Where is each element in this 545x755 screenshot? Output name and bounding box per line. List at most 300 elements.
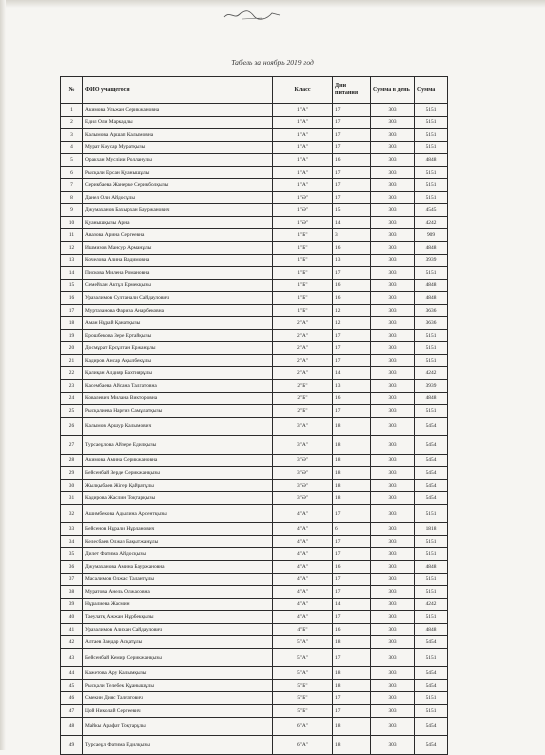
cell-total: 4848: [415, 623, 448, 636]
cell-meal-days: 17: [333, 166, 371, 179]
cell-daily-rate: 303: [371, 598, 415, 611]
cell-class: 4"А": [273, 535, 333, 548]
cell-daily-rate: 303: [371, 254, 415, 267]
cell-daily-rate: 303: [371, 354, 415, 367]
cell-total: 909: [415, 229, 448, 242]
cell-class: 1"Б": [273, 279, 333, 292]
table-row: [61, 636, 448, 649]
cell-num: 24: [61, 392, 83, 405]
cell-daily-rate: 303: [371, 129, 415, 142]
cell-daily-rate: 303: [371, 380, 415, 393]
cell-daily-rate: 303: [371, 454, 415, 467]
cell-daily-rate: 303: [371, 623, 415, 636]
cell-meal-days: 18: [333, 736, 371, 755]
cell-num: 37: [61, 573, 83, 586]
cell-num: 46: [61, 692, 83, 705]
table-row: [61, 611, 448, 624]
cell-num: 33: [61, 523, 83, 536]
cell-daily-rate: 303: [371, 492, 415, 505]
cell-student-name: Джумаханов Бахырхан Бауржанович: [83, 204, 273, 217]
cell-total: 3636: [415, 317, 448, 330]
cell-student-name: Турсаеұл Фатима Едилқызы: [83, 736, 273, 755]
cell-student-name: Уразалимов Султанали Сайдаулович: [83, 292, 273, 305]
cell-student-name: Келесбаев Олжаз Бақытжанұлы: [83, 535, 273, 548]
cell-total: 4848: [415, 279, 448, 292]
cell-student-name: Кадиров Ансар Ақылбекұлы: [83, 354, 273, 367]
cell-daily-rate: 303: [371, 267, 415, 280]
cell-num: 13: [61, 254, 83, 267]
cell-num: 25: [61, 405, 83, 418]
cell-meal-days: 6: [333, 523, 371, 536]
cell-class: 1"Ә": [273, 216, 333, 229]
cell-daily-rate: 303: [371, 191, 415, 204]
cell-meal-days: 12: [333, 317, 371, 330]
cell-student-name: Аман Нұрай Қанатқызы: [83, 317, 273, 330]
cell-total: 3636: [415, 304, 448, 317]
cell-total: 5151: [415, 648, 448, 667]
cell-total: 4848: [415, 561, 448, 574]
cell-student-name: Рысқалиева Нарғиз Самұлатқызы: [83, 405, 273, 418]
cell-class: 1"Ә": [273, 204, 333, 217]
cell-class: 1"Б": [273, 304, 333, 317]
cell-student-name: Нұралиева Жасмин: [83, 598, 273, 611]
cell-student-name: Таеулатқ Ажжан Нұрбекқызы: [83, 611, 273, 624]
cell-student-name: Муртазанова Фариза Анарбековна: [83, 304, 273, 317]
cell-meal-days: 14: [333, 216, 371, 229]
cell-class: 3"Ә": [273, 479, 333, 492]
cell-daily-rate: 303: [371, 417, 415, 436]
table-row: [61, 648, 448, 667]
cell-meal-days: 17: [333, 329, 371, 342]
cell-num: 34: [61, 535, 83, 548]
cell-class: 3"Ә": [273, 454, 333, 467]
cell-meal-days: 17: [333, 354, 371, 367]
cell-class: 2"А": [273, 317, 333, 330]
cell-num: 23: [61, 380, 83, 393]
cell-daily-rate: 303: [371, 636, 415, 649]
cell-class: 5"Б": [273, 692, 333, 705]
cell-daily-rate: 303: [371, 573, 415, 586]
cell-student-name: Рысқали Ерсан Қуанышұлы: [83, 166, 273, 179]
table-row: [61, 242, 448, 255]
cell-meal-days: 16: [333, 154, 371, 167]
cell-meal-days: 17: [333, 141, 371, 154]
cell-total: 5151: [415, 535, 448, 548]
cell-student-name: Ковалевич Милана Викторовна: [83, 392, 273, 405]
cell-meal-days: 17: [333, 405, 371, 418]
cell-student-name: Данел Оли Айдосұлы: [83, 191, 273, 204]
cell-num: 28: [61, 454, 83, 467]
cell-daily-rate: 303: [371, 561, 415, 574]
cell-meal-days: 17: [333, 586, 371, 599]
cell-meal-days: 16: [333, 279, 371, 292]
cell-student-name: Калымов Аршур Калымович: [83, 417, 273, 436]
cell-total: 5151: [415, 354, 448, 367]
cell-student-name: Қалиқан Алдияр Бахтиярұлы: [83, 367, 273, 380]
cell-total: 5151: [415, 116, 448, 129]
cell-class: 1"Б": [273, 254, 333, 267]
cell-daily-rate: 303: [371, 679, 415, 692]
table-row: [61, 392, 448, 405]
cell-class: 4"А": [273, 611, 333, 624]
cell-num: 4: [61, 141, 83, 154]
cell-total: 4848: [415, 242, 448, 255]
cell-num: 15: [61, 279, 83, 292]
cell-total: 5454: [415, 454, 448, 467]
cell-daily-rate: 303: [371, 292, 415, 305]
cell-num: 10: [61, 216, 83, 229]
cell-total: 4848: [415, 292, 448, 305]
cell-total: 5454: [415, 679, 448, 692]
cell-class: 1"А": [273, 154, 333, 167]
table-row: [61, 267, 448, 280]
cell-meal-days: 18: [333, 679, 371, 692]
cell-student-name: Кажетова Ару Калымқызы: [83, 667, 273, 680]
cell-class: 1"А": [273, 141, 333, 154]
cell-total: 5151: [415, 692, 448, 705]
cell-class: 1"Б": [273, 229, 333, 242]
cell-meal-days: 3: [333, 229, 371, 242]
cell-student-name: Кадирова Жаслин Тоқтарқызы: [83, 492, 273, 505]
cell-daily-rate: 303: [371, 304, 415, 317]
cell-meal-days: 16: [333, 561, 371, 574]
table-row: [61, 467, 448, 480]
cell-daily-rate: 303: [371, 154, 415, 167]
cell-student-name: Авазова Арина Сергеевна: [83, 229, 273, 242]
cell-total: 5151: [415, 704, 448, 717]
cell-class: 2"Б": [273, 380, 333, 393]
cell-daily-rate: 303: [371, 405, 415, 418]
cell-total: 5151: [415, 191, 448, 204]
table-row: [61, 454, 448, 467]
table-row: [61, 623, 448, 636]
cell-class: 4"А": [273, 504, 333, 523]
cell-meal-days: 17: [333, 342, 371, 355]
table-row: [61, 380, 448, 393]
cell-student-name: Ишмизов Мансур Арманұлы: [83, 242, 273, 255]
header-name: ФИО учащегося: [83, 77, 273, 104]
cell-total: 5454: [415, 667, 448, 680]
cell-total: 5151: [415, 504, 448, 523]
table-row: [61, 548, 448, 561]
cell-total: 3939: [415, 254, 448, 267]
cell-num: 16: [61, 292, 83, 305]
cell-num: 22: [61, 367, 83, 380]
cell-daily-rate: 303: [371, 523, 415, 536]
cell-student-name: Кочелова Алина Вадимовна: [83, 254, 273, 267]
cell-daily-rate: 303: [371, 329, 415, 342]
cell-meal-days: 18: [333, 636, 371, 649]
cell-class: 4"А": [273, 598, 333, 611]
cell-meal-days: 17: [333, 704, 371, 717]
cell-meal-days: 17: [333, 611, 371, 624]
table-row: [61, 598, 448, 611]
cell-student-name: Бейсенов Нұрали Нұрланович: [83, 523, 273, 536]
cell-meal-days: 13: [333, 254, 371, 267]
cell-total: 5151: [415, 586, 448, 599]
cell-meal-days: 15: [333, 204, 371, 217]
cell-daily-rate: 303: [371, 216, 415, 229]
cell-num: 17: [61, 304, 83, 317]
cell-daily-rate: 303: [371, 548, 415, 561]
cell-total: 5151: [415, 267, 448, 280]
table-row: [61, 204, 448, 217]
table-row: [61, 154, 448, 167]
cell-class: 4"А": [273, 561, 333, 574]
cell-student-name: Семейхан Актұл Ермекқызы: [83, 279, 273, 292]
cell-class: 6"А": [273, 717, 333, 736]
cell-daily-rate: 303: [371, 436, 415, 455]
cell-meal-days: 17: [333, 179, 371, 192]
cell-class: 2"Б": [273, 405, 333, 418]
cell-student-name: Смекин Дияс Талғатович: [83, 692, 273, 705]
scan-edge-left: [0, 0, 6, 750]
table-row: [61, 479, 448, 492]
cell-num: 40: [61, 611, 83, 624]
cell-num: 2: [61, 116, 83, 129]
cell-daily-rate: 303: [371, 648, 415, 667]
cell-daily-rate: 303: [371, 367, 415, 380]
cell-student-name: Мурат Кәусар Муратқызы: [83, 141, 273, 154]
header-total: Сумма: [415, 77, 448, 104]
cell-class: 1"Б": [273, 242, 333, 255]
cell-total: 5151: [415, 129, 448, 142]
cell-daily-rate: 303: [371, 717, 415, 736]
table-row: [61, 354, 448, 367]
cell-num: 21: [61, 354, 83, 367]
cell-meal-days: 18: [333, 467, 371, 480]
cell-num: 27: [61, 436, 83, 455]
cell-total: 5454: [415, 479, 448, 492]
cell-meal-days: 17: [333, 267, 371, 280]
cell-total: 5151: [415, 166, 448, 179]
cell-student-name: Муратова Анель Олжасовна: [83, 586, 273, 599]
cell-class: 5"Б": [273, 704, 333, 717]
cell-total: 4848: [415, 154, 448, 167]
cell-num: 7: [61, 179, 83, 192]
cell-num: 41: [61, 623, 83, 636]
cell-meal-days: 16: [333, 292, 371, 305]
table-row: [61, 717, 448, 736]
cell-daily-rate: 303: [371, 586, 415, 599]
attendance-table: [60, 76, 448, 755]
table-row: [61, 304, 448, 317]
table-row: [61, 104, 448, 117]
cell-class: 1"Б": [273, 267, 333, 280]
cell-meal-days: 16: [333, 623, 371, 636]
table-row: [61, 216, 448, 229]
cell-daily-rate: 303: [371, 467, 415, 480]
cell-daily-rate: 303: [371, 104, 415, 117]
cell-meal-days: 17: [333, 535, 371, 548]
cell-daily-rate: 303: [371, 342, 415, 355]
cell-student-name: Дилет Фатима Айдосқызы: [83, 548, 273, 561]
cell-daily-rate: 303: [371, 479, 415, 492]
cell-num: 9: [61, 204, 83, 217]
cell-num: 48: [61, 717, 83, 736]
cell-student-name: Ерошбекова Зере Ертайқызы: [83, 329, 273, 342]
cell-meal-days: 17: [333, 648, 371, 667]
cell-meal-days: 18: [333, 436, 371, 455]
table-row: [61, 279, 448, 292]
table-row: [61, 254, 448, 267]
cell-student-name: Ашимбекова Адылина Арсентқызы: [83, 504, 273, 523]
cell-meal-days: 13: [333, 380, 371, 393]
cell-student-name: Досмұрат Ерсұлтан Ержанұлы: [83, 342, 273, 355]
cell-class: 2"А": [273, 342, 333, 355]
cell-student-name: Калымова Аршап Калымовна: [83, 129, 273, 142]
cell-num: 42: [61, 636, 83, 649]
table-row: [61, 116, 448, 129]
cell-meal-days: 17: [333, 191, 371, 204]
cell-total: 5454: [415, 467, 448, 480]
cell-student-name: Турсаеұлова Айзере Едилқызы: [83, 436, 273, 455]
cell-student-name: Бейсенбай Кемир Серикжанқызы: [83, 648, 273, 667]
header-class: Класс: [273, 77, 333, 104]
cell-meal-days: 14: [333, 598, 371, 611]
cell-daily-rate: 303: [371, 317, 415, 330]
cell-class: 1"А": [273, 179, 333, 192]
table-row: [61, 405, 448, 418]
cell-total: 3939: [415, 380, 448, 393]
cell-total: 5151: [415, 548, 448, 561]
cell-meal-days: 18: [333, 717, 371, 736]
cell-meal-days: 18: [333, 479, 371, 492]
cell-num: 19: [61, 329, 83, 342]
cell-daily-rate: 303: [371, 692, 415, 705]
cell-num: 45: [61, 679, 83, 692]
table-row: [61, 667, 448, 680]
table-header-row: [61, 77, 448, 104]
cell-student-name: Пискова Милена Романовна: [83, 267, 273, 280]
table-row: [61, 129, 448, 142]
table-row: [61, 523, 448, 536]
cell-total: 5151: [415, 179, 448, 192]
table-row: [61, 342, 448, 355]
table-row: [61, 417, 448, 436]
cell-student-name: Бейсенбай Зерде Серикжанқызы: [83, 467, 273, 480]
cell-total: 4242: [415, 216, 448, 229]
table-row: [61, 704, 448, 717]
cell-meal-days: 16: [333, 392, 371, 405]
cell-num: 1: [61, 104, 83, 117]
cell-class: 3"А": [273, 436, 333, 455]
table-row: [61, 573, 448, 586]
cell-num: 30: [61, 479, 83, 492]
cell-daily-rate: 303: [371, 229, 415, 242]
cell-class: 2"А": [273, 354, 333, 367]
table-row: [61, 229, 448, 242]
cell-class: 3"А": [273, 417, 333, 436]
handwritten-scribble: [222, 8, 282, 22]
cell-meal-days: 17: [333, 104, 371, 117]
table-row: [61, 329, 448, 342]
header-num: №: [61, 77, 83, 104]
cell-meal-days: 18: [333, 417, 371, 436]
cell-student-name: Қуанышқызы Арна: [83, 216, 273, 229]
cell-class: 2"А": [273, 329, 333, 342]
scan-edge-top: [0, 0, 545, 8]
cell-num: 3: [61, 129, 83, 142]
cell-meal-days: 18: [333, 667, 371, 680]
cell-student-name: Алтаев Зандар Асқатұлы: [83, 636, 273, 649]
table-row: [61, 141, 448, 154]
cell-meal-days: 16: [333, 242, 371, 255]
cell-daily-rate: 303: [371, 179, 415, 192]
cell-class: 4"А": [273, 523, 333, 536]
cell-student-name: Уразалимов Алихан Сайдаулович: [83, 623, 273, 636]
cell-daily-rate: 303: [371, 736, 415, 755]
cell-meal-days: 14: [333, 367, 371, 380]
cell-daily-rate: 303: [371, 535, 415, 548]
cell-num: 18: [61, 317, 83, 330]
table-row: [61, 436, 448, 455]
cell-total: 5151: [415, 141, 448, 154]
cell-class: 2"Б": [273, 392, 333, 405]
table-row: [61, 179, 448, 192]
cell-num: 35: [61, 548, 83, 561]
cell-num: 8: [61, 191, 83, 204]
cell-daily-rate: 303: [371, 204, 415, 217]
cell-num: 12: [61, 242, 83, 255]
cell-class: 4"А": [273, 573, 333, 586]
cell-class: 1"Б": [273, 292, 333, 305]
cell-num: 38: [61, 586, 83, 599]
cell-daily-rate: 303: [371, 242, 415, 255]
cell-total: 5151: [415, 405, 448, 418]
cell-total: 5151: [415, 329, 448, 342]
cell-meal-days: 17: [333, 573, 371, 586]
cell-student-name: Масалимов Олжас Талантұлы: [83, 573, 273, 586]
table-row: [61, 166, 448, 179]
cell-student-name: Серикбаева Жанерке Серикболқызы: [83, 179, 273, 192]
table-row: [61, 679, 448, 692]
cell-meal-days: 12: [333, 304, 371, 317]
cell-num: 31: [61, 492, 83, 505]
cell-num: 36: [61, 561, 83, 574]
table-row: [61, 317, 448, 330]
cell-num: 29: [61, 467, 83, 480]
cell-total: 1818: [415, 523, 448, 536]
cell-num: 20: [61, 342, 83, 355]
cell-class: 1"А": [273, 129, 333, 142]
cell-class: 4"Б": [273, 623, 333, 636]
cell-class: 5"А": [273, 667, 333, 680]
cell-total: 5454: [415, 417, 448, 436]
cell-num: 26: [61, 417, 83, 436]
cell-class: 1"А": [273, 116, 333, 129]
cell-daily-rate: 303: [371, 116, 415, 129]
cell-student-name: Жылқыбаев Жігер Қайратұлы: [83, 479, 273, 492]
cell-class: 1"А": [273, 166, 333, 179]
cell-num: 47: [61, 704, 83, 717]
cell-total: 5151: [415, 611, 448, 624]
cell-daily-rate: 303: [371, 141, 415, 154]
cell-total: 4242: [415, 598, 448, 611]
cell-daily-rate: 303: [371, 166, 415, 179]
table-row: [61, 367, 448, 380]
document-title: Табель за ноябрь 2019 год: [231, 58, 314, 67]
cell-student-name: Оракхан Мусліии Ролланулы: [83, 154, 273, 167]
cell-daily-rate: 303: [371, 611, 415, 624]
cell-total: 5151: [415, 104, 448, 117]
cell-student-name: Едил Оли Маркадлы: [83, 116, 273, 129]
cell-class: 3"Ә": [273, 492, 333, 505]
cell-student-name: Майкы Арафат Тоқтарұлы: [83, 717, 273, 736]
cell-num: 11: [61, 229, 83, 242]
cell-class: 2"А": [273, 367, 333, 380]
cell-class: 4"А": [273, 586, 333, 599]
